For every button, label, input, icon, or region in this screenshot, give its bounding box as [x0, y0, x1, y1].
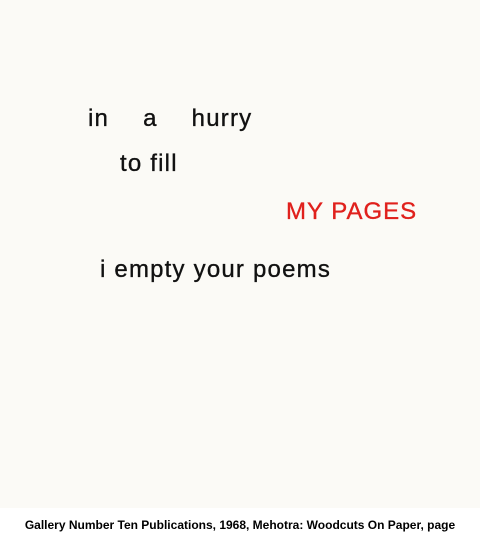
source-caption: Gallery Number Ten Publications, 1968, Mehotra: Woodcuts On Paper, page	[0, 508, 480, 542]
poem-line-1	[88, 105, 252, 133]
poem-line-4: i empty your poems	[100, 256, 332, 283]
poem-word-hurry: hurry	[191, 105, 253, 132]
poem-line-2: to fill	[120, 150, 178, 177]
poem-line-3-my-pages: MY PAGES	[286, 198, 418, 225]
poem-word-in: in	[88, 105, 110, 132]
poem-word-a: a	[143, 105, 158, 132]
